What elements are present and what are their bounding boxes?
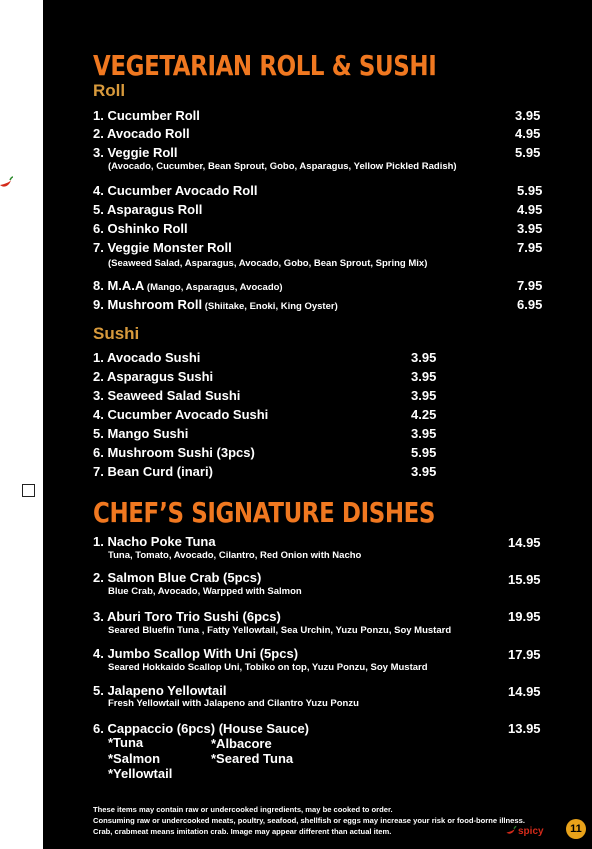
roll-name: 3. Veggie Roll xyxy=(93,145,178,160)
sushi-price: 3.95 xyxy=(411,388,437,403)
signature-dish-price: 19.95 xyxy=(508,609,541,624)
checkbox-marker xyxy=(22,484,35,497)
roll-price: 5.95 xyxy=(515,145,541,160)
sushi-item: 1. Avocado Sushi xyxy=(93,350,201,365)
roll-price: 3.95 xyxy=(515,108,541,123)
roll-name: 5. Asparagus Roll xyxy=(93,202,203,217)
footer-disclaimer-1: These items may contain raw or undercooked ingredients, may be cooked to order. xyxy=(93,805,393,814)
signature-dish-price: 13.95 xyxy=(508,721,541,736)
roll-price: 4.95 xyxy=(515,126,541,141)
chili-pepper-icon xyxy=(505,825,517,837)
roll-name: 9. Mushroom Roll xyxy=(93,297,203,312)
signature-dish-description: Blue Crab, Avocado, Warpped with Salmon xyxy=(108,586,302,597)
option-salmon: *Salmon xyxy=(108,751,161,766)
sushi-item: 4. Cucumber Avocado Sushi xyxy=(93,407,269,422)
sushi-item: 7. Bean Curd (inari) xyxy=(93,464,213,479)
signature-dish-description: Fresh Yellowtail with Jalapeno and Cilantro Yuzu Ponzu xyxy=(108,698,359,709)
chef-section-title: CHEF’S SIGNATURE DISHES xyxy=(93,496,436,529)
option-tuna: *Tuna xyxy=(108,735,144,750)
roll-name: 6. Oshinko Roll xyxy=(93,221,188,236)
signature-dish-name: 1. Nacho Poke Tuna xyxy=(93,534,216,549)
roll-price: 7.95 xyxy=(517,240,543,255)
roll-price: 5.95 xyxy=(517,183,543,198)
roll-name: 1. Cucumber Roll xyxy=(93,108,200,123)
roll-item xyxy=(93,240,232,255)
roll-item xyxy=(93,126,190,141)
signature-dish-description: Seared Hokkaido Scallop Uni, Tobiko on top, Yuzu Ponzu, Soy Mustard xyxy=(108,662,428,673)
signature-dish-description: Tuna, Tomato, Avocado, Cilantro, Red Onion with Nacho xyxy=(108,550,362,561)
roll-item xyxy=(93,145,178,160)
roll-description: (Seaweed Salad, Asparagus, Avocado, Gobo, Bean Sprout, Spring Mix) xyxy=(108,258,428,269)
chili-pepper-icon xyxy=(0,176,14,190)
roll-item xyxy=(93,297,338,312)
roll-name: 2. Avocado Roll xyxy=(93,126,190,141)
footer-disclaimer-3: Crab, crabmeat means imitation crab. Image may appear different than actual item. xyxy=(93,827,392,836)
roll-description: (Avocado, Cucumber, Bean Sprout, Gobo, Asparagus, Yellow Pickled Radish) xyxy=(108,161,457,172)
signature-dish-name: 2. Salmon Blue Crab (5pcs) xyxy=(93,570,262,585)
roll-item xyxy=(93,221,188,236)
sushi-price: 3.95 xyxy=(411,426,437,441)
sushi-item: 2. Asparagus Sushi xyxy=(93,369,214,384)
roll-subheading: Roll xyxy=(93,81,126,100)
roll-name: 7. Veggie Monster Roll xyxy=(93,240,232,255)
signature-dish-price: 14.95 xyxy=(508,535,541,550)
signature-dish-price: 14.95 xyxy=(508,684,541,699)
roll-inline-description: (Shiitake, Enoki, King Oyster) xyxy=(202,301,338,312)
roll-name: 8. M.A.A xyxy=(93,278,145,293)
spicy-legend-label: spicy xyxy=(518,826,544,837)
sushi-price: 3.95 xyxy=(411,369,437,384)
signature-dish-name: 3. Aburi Toro Trio Sushi (6pcs) xyxy=(93,609,281,624)
option-yellowtail: *Yellowtail xyxy=(108,766,173,781)
roll-name: 4. Cucumber Avocado Roll xyxy=(93,183,258,198)
signature-dish-price: 17.95 xyxy=(508,647,541,662)
signature-dish-price: 15.95 xyxy=(508,572,541,587)
vegetarian-section-title: VEGETARIAN ROLL & SUSHI xyxy=(93,49,437,82)
sushi-price: 3.95 xyxy=(411,464,437,479)
sushi-item: 5. Mango Sushi xyxy=(93,426,189,441)
roll-item xyxy=(93,183,257,198)
sushi-item: 6. Mushroom Sushi (3pcs) xyxy=(93,445,255,460)
sushi-price: 4.25 xyxy=(411,407,437,422)
roll-price: 6.95 xyxy=(517,297,543,312)
signature-dish-name: 4. Jumbo Scallop With Uni (5pcs) xyxy=(93,646,299,661)
sushi-price: 5.95 xyxy=(411,445,437,460)
option-seared-tuna: *Seared Tuna xyxy=(211,751,294,766)
sushi-item: 3. Seaweed Salad Sushi xyxy=(93,388,241,403)
page-number-badge: 11 xyxy=(566,819,586,839)
menu-page xyxy=(43,0,592,849)
sushi-subheading: Sushi xyxy=(93,324,140,343)
roll-inline-description: (Mango, Asparagus, Avocado) xyxy=(144,282,283,293)
signature-dish-description: Seared Bluefin Tuna , Fatty Yellowtail, Sea Urchin, Yuzu Ponzu, Soy Mustard xyxy=(108,625,452,636)
sushi-price: 3.95 xyxy=(411,350,437,365)
footer-disclaimer-2: Consuming raw or undercooked meats, poultry, seafood, shellfish or eggs may increase your risk or food-borne illness. xyxy=(93,816,525,825)
roll-price: 7.95 xyxy=(517,278,543,293)
roll-price: 4.95 xyxy=(517,202,543,217)
roll-item xyxy=(93,202,202,217)
signature-dish-name: 6. Cappaccio (6pcs) (House Sauce) xyxy=(93,721,310,736)
roll-price: 3.95 xyxy=(517,221,543,236)
roll-item xyxy=(93,108,200,123)
roll-item xyxy=(93,278,283,293)
option-albacore: *Albacore xyxy=(211,736,272,751)
signature-dish-name: 5. Jalapeno Yellowtail xyxy=(93,683,227,698)
